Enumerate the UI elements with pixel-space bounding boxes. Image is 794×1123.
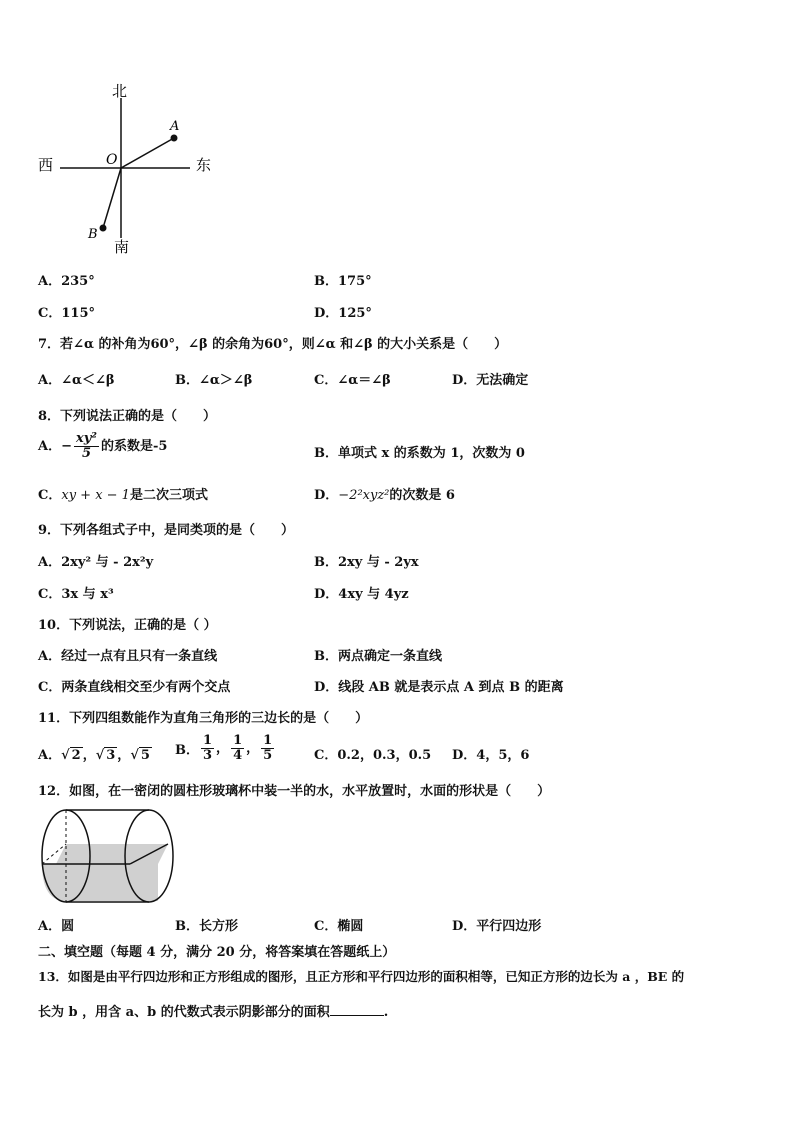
- q11-a-root3: √ 5: [130, 748, 150, 763]
- q10-option-d: D．线段 AB 就是表示点 A 到点 B 的距离: [314, 680, 564, 695]
- q8-option-c: [38, 484, 208, 503]
- q12-option-b: B．长方形: [175, 919, 238, 934]
- section2-title: 二、填空题（每题 4 分，满分 20 分，将答案填在答题纸上）: [38, 945, 396, 960]
- q9-option-c: C．3x 与 x³: [38, 587, 114, 602]
- q8-c-suffix: 是二次三项式: [129, 488, 208, 503]
- label-b: B: [88, 227, 98, 242]
- q12-option-a: A．圆: [38, 919, 75, 934]
- q7-option-d: D．无法确定: [452, 373, 529, 388]
- q9-stem: 9．下列各组式子中，是同类项的是（ ）: [38, 523, 295, 538]
- q10-option-b: B．两点确定一条直线: [314, 649, 442, 664]
- q8-d-prefix: D．: [314, 488, 339, 503]
- q8-c-prefix: C．: [38, 488, 62, 503]
- q7-stem: 7．若∠α 的补角为60°，∠β 的余角为60°，则∠α 和∠β 的大小关系是（ ）: [38, 337, 508, 352]
- q12-stem: 12．如图，在一密闭的圆柱形玻璃杯中装一半的水，水平放置时，水面的形状是（ ）: [38, 784, 551, 799]
- q11-option-d: D．4，5，6: [452, 748, 530, 763]
- label-south: 南: [114, 238, 130, 256]
- q8-option-b: B．单项式 x 的系数为 1，次数为 0: [314, 446, 525, 461]
- q10-stem: 10．下列说法，正确的是（ ）: [38, 618, 217, 633]
- q12-option-d: D．平行四边形: [452, 919, 542, 934]
- point-a-dot: [171, 135, 178, 142]
- q11-b-prefix: B．: [175, 743, 199, 758]
- q7-option-a: A．∠α＜∠β: [38, 373, 115, 388]
- q11-option-b: B． $\frac{1}{3}$ ， $\frac{1}{4}$ ， $\frac{1}{5}$: [175, 733, 273, 763]
- label-origin: O: [106, 152, 118, 168]
- q6-option-d: D．125°: [314, 306, 372, 321]
- q8-d-suffix: 的次数是 6: [389, 488, 455, 503]
- label-west: 西: [38, 156, 54, 174]
- compass-diagram: [30, 78, 230, 258]
- q8-a-numerator: xy²: [75, 431, 97, 446]
- q8-option-a: [38, 432, 167, 461]
- q12-option-c: C．椭圆: [314, 919, 364, 934]
- q8-c-expression: xy + x − 1: [61, 488, 130, 503]
- q11-option-a: A．√ 2 ，√ 3 ，√ 5: [38, 748, 150, 763]
- q11-a-root1: √ 2: [61, 748, 81, 763]
- q13-line2: [38, 1001, 388, 1020]
- q11-a-prefix: A．: [38, 748, 62, 763]
- q8-stem: 8．下列说法正确的是（ ）: [38, 409, 217, 424]
- cylinder-right-end: [125, 810, 173, 902]
- q6-option-b: B．175°: [314, 274, 372, 289]
- q8-a-prefix: A．−: [38, 439, 72, 454]
- q8-d-expression: −2²xyz²: [338, 488, 390, 503]
- q8-a-fraction: [74, 432, 99, 461]
- q11-a-root2: √ 3: [95, 748, 116, 763]
- q7-option-c: C．∠α＝∠β: [314, 373, 391, 388]
- ray-oa: [121, 138, 174, 168]
- q13-line2-text: 长为 b ，用含 a、b 的代数式表示阴影部分的面积: [38, 1005, 330, 1020]
- q11-option-c: C．0.2，0.3，0.5: [314, 748, 432, 763]
- label-north: 北: [112, 82, 128, 100]
- ray-ob: [103, 168, 121, 228]
- q11-b-frac2: $\frac{1}{4}$: [233, 733, 243, 763]
- q6-option-a: A．235°: [38, 274, 95, 289]
- q6-option-c: C．115°: [38, 306, 95, 321]
- q11-b-frac3: $\frac{1}{5}$: [263, 733, 273, 763]
- q11-b-frac1: $\frac{1}{3}$: [203, 733, 213, 763]
- q13-end: .: [383, 1005, 389, 1020]
- q8-a-suffix: 的系数是-5: [100, 439, 168, 454]
- q11-stem: 11．下列四组数能作为直角三角形的三边长的是（ ）: [38, 711, 369, 726]
- q9-option-d: D．4xy 与 4yz: [314, 587, 409, 602]
- q9-option-b: B．2xy 与 - 2yx: [314, 555, 419, 570]
- label-east: 东: [196, 156, 212, 174]
- q8-option-d: [314, 484, 455, 503]
- cylinder-figure: [38, 806, 174, 906]
- q10-option-c: C．两条直线相交至少有两个交点: [38, 680, 231, 695]
- q13-line1: 13．如图是由平行四边形和正方形组成的图形，且正方形和平行四边形的面积相等，已知正方形的边长为 a ，BE 的: [38, 969, 685, 984]
- point-b-dot: [100, 225, 107, 232]
- q13-answer-blank: [330, 1003, 384, 1016]
- q8-a-denominator: 5: [81, 446, 91, 461]
- q10-option-a: A．经过一点有且只有一条直线: [38, 649, 218, 664]
- q9-option-a: A．2xy² 与 - 2x²y: [38, 555, 154, 570]
- q7-option-b: B．∠α＞∠β: [175, 373, 253, 388]
- label-a: A: [170, 119, 180, 134]
